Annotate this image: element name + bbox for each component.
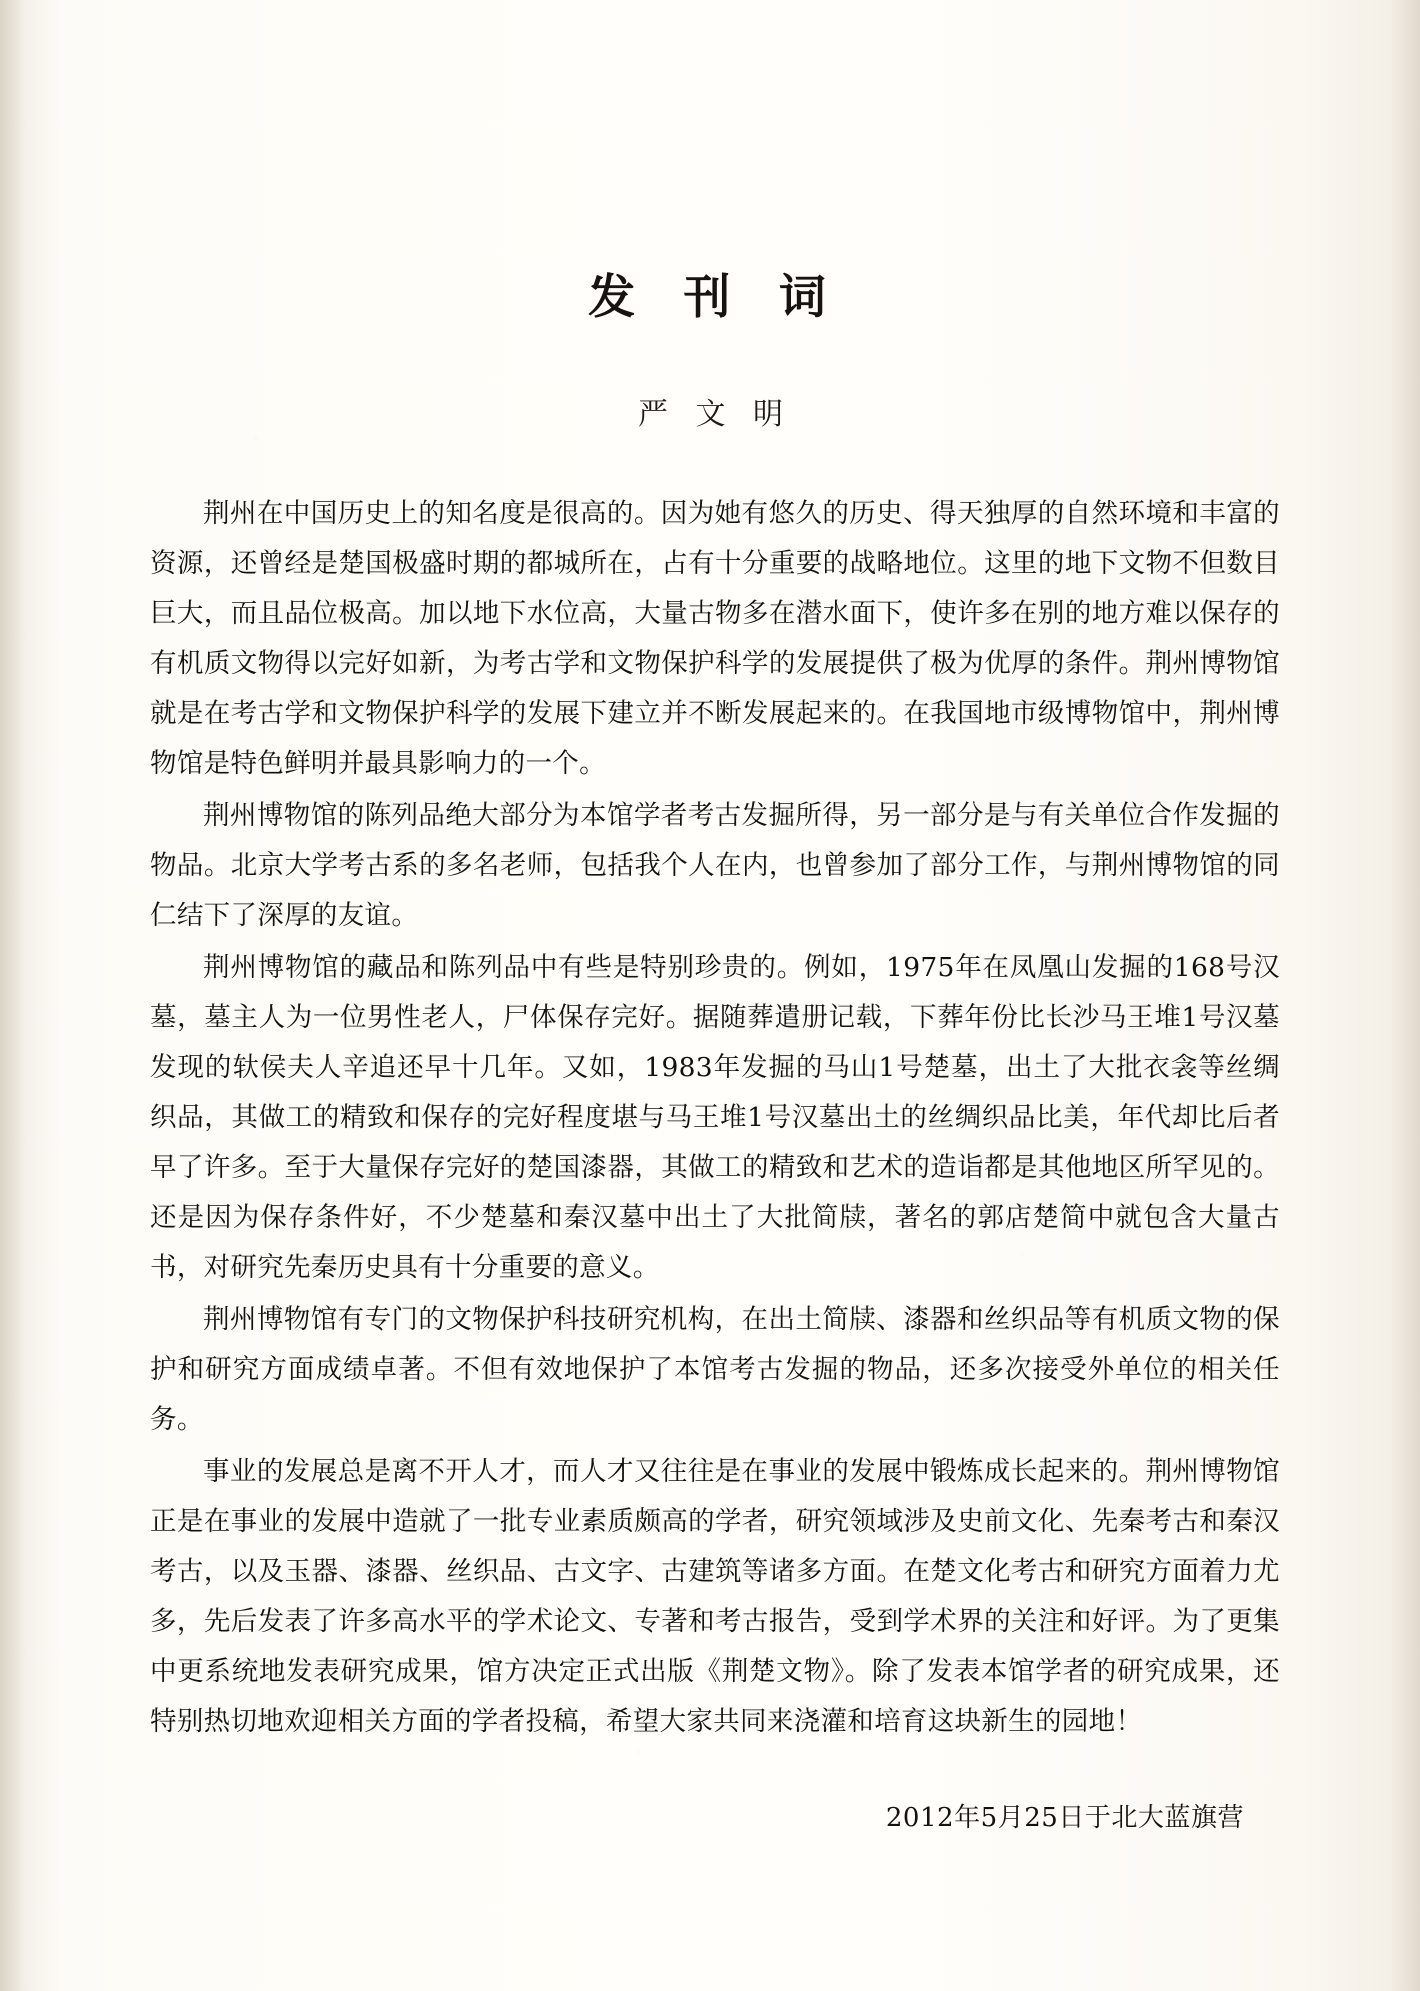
page-content: [150, 60, 1280, 1920]
paragraph: 荆州博物馆的藏品和陈列品中有些是特别珍贵的。例如，1975年在凤凰山发掘的168号汉墓，墓主人为一位男性老人，尸体保存完好。据随葬遣册记载，下葬年份比长沙马王堆1号汉墓发现的轪侯夫人辛追还早十几年。又如，1983年发掘的马山1号楚墓，出土了大批衣衾等丝绸织品，其做工的精致和保存的完好程度堪与马王堆1号汉墓出土的丝绸织品比美，年代却比后者早了许多。至于大量保存完好的楚国漆器，其做工的精致和艺术的造诣都是其他地区所罕见的。还是因为保存条件好，不少楚墓和秦汉墓中出土了大批简牍，著名的郭店楚简中就包含大量古书，对研究先秦历史具有十分重要的意义。: [150, 952, 1280, 1283]
paragraph: 荆州在中国历史上的知名度是很高的。因为她有悠久的历史、得天独厚的自然环境和丰富的资源，还曾经是楚国极盛时期的都城所在，占有十分重要的战略地位。这里的地下文物不但数目巨大，而且品位极高。加以地下水位高，大量古物多在潜水面下，使许多在别的地方难以保存的有机质文物得以完好如新，为考古学和文物保护科学的发展提供了极为优厚的条件。荆州博物馆就是在考古学和文物保护科学的发展下建立并不断发展起来的。在我国地市级博物馆中，荆州博物馆是特色鲜明并最具影响力的一个。: [150, 498, 1280, 779]
paragraph: 荆州博物馆的陈列品绝大部分为本馆学者考古发掘所得，另一部分是与有关单位合作发掘的物品。北京大学考古系的多名老师，包括我个人在内，也曾参加了部分工作，与荆州博物馆的同仁结下了深厚的友谊。: [150, 800, 1280, 931]
page-title: 发 刊 词: [588, 270, 842, 325]
date-signature: 2012年5月25日于北大蓝旗营: [885, 1803, 1244, 1833]
paragraph: 荆州博物馆有专门的文物保护科技研究机构，在出土简牍、漆器和丝织品等有机质文物的保护和研究方面成绩卓著。不但有效地保护了本馆考古发掘的物品，还多次接受外单位的相关任务。: [150, 1304, 1280, 1435]
article-body: [150, 433, 1280, 1747]
paragraph: 事业的发展总是离不开人才，而人才又往往是在事业的发展中锻炼成长起来的。荆州博物馆正是在事业的发展中造就了一批专业素质颇高的学者，研究领域涉及史前文化、先秦考古和秦汉考古，以及玉器、漆器、丝织品、古文字、古建筑等诸多方面。在楚文化考古和研究方面着力尤多，先后发表了许多高水平的学术论文、专著和考古报告，受到学术界的关注和好评。为了更集中更系统地发表研究成果，馆方决定正式出版《荆楚文物》。除了发表本馆学者的研究成果，还特别热切地欢迎相关方面的学者投稿，希望大家共同来浇灌和培育这块新生的园地！: [150, 1456, 1280, 1737]
author-name: 严 文 明: [637, 397, 793, 432]
